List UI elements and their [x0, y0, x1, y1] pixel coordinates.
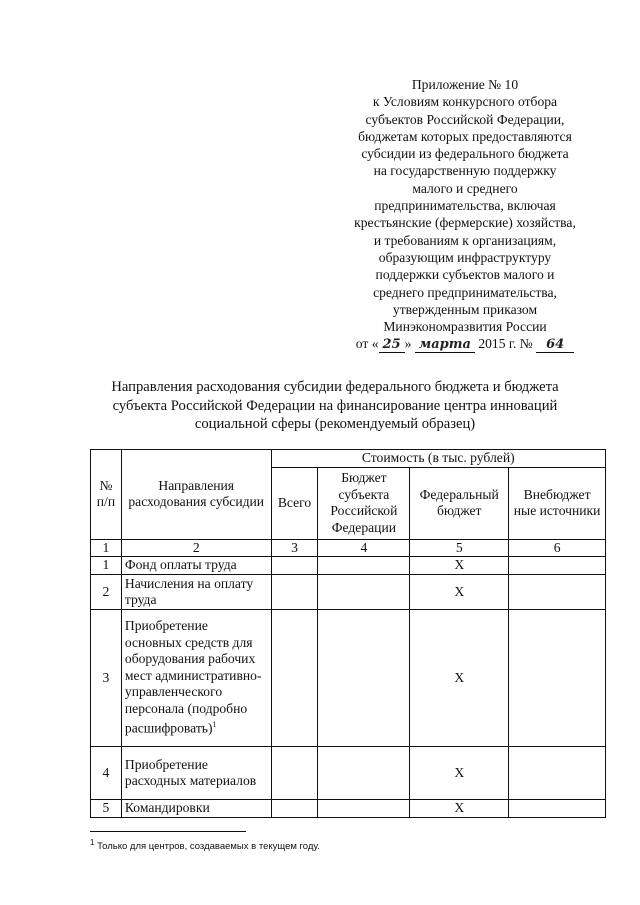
appendix-line: Минэкономразвития России — [383, 319, 547, 335]
row-offbudget — [509, 557, 606, 575]
index-cell: 1 — [91, 539, 122, 557]
index-cell: 4 — [318, 539, 410, 557]
date-prefix: от « — [355, 336, 379, 352]
row-num: 1 — [91, 557, 122, 575]
row-federal: X — [410, 575, 509, 610]
row-federal: X — [410, 557, 509, 575]
row-total — [271, 575, 318, 610]
expenditure-table — [90, 449, 606, 818]
row-federal: X — [410, 747, 509, 800]
row-name-cell — [121, 610, 271, 747]
appendix-line: утвержденным приказом — [392, 301, 538, 317]
appendix-line: крестьянские (фермерские) хозяйства, — [354, 215, 576, 231]
row-offbudget — [509, 610, 606, 747]
appendix-line: малого и среднего — [412, 180, 518, 196]
row-total — [271, 800, 318, 818]
appendix-header — [340, 76, 590, 354]
row-federal: X — [410, 800, 509, 818]
title-line: социальной сферы (рекомендуемый образец) — [194, 416, 476, 432]
row-regional — [318, 800, 410, 818]
header-num: № п/п — [91, 450, 122, 540]
appendix-line: на государственную поддержку — [373, 163, 557, 179]
title-line: Направления расходования субсидии федерального бюджета и бюджета — [111, 379, 559, 395]
footnote-ref: 1 — [212, 720, 217, 730]
row-regional — [318, 747, 410, 800]
row-name: Фонд оплаты труда — [121, 557, 271, 575]
appendix-line: поддержки субъектов малого и — [375, 267, 555, 283]
index-cell: 6 — [509, 539, 606, 557]
order-date-line — [340, 335, 590, 353]
index-cell: 5 — [410, 539, 509, 557]
row-regional — [318, 557, 410, 575]
appendix-line: к Условиям конкурсного отбора — [372, 94, 558, 110]
row-total — [271, 557, 318, 575]
appendix-line: бюджетам которых предоставляются — [358, 128, 572, 144]
row-name: Командировки — [121, 800, 271, 818]
footnote-mark: 1 — [90, 838, 95, 847]
row-num: 5 — [91, 800, 122, 818]
footnote — [90, 838, 320, 852]
header-offbudget: Внебюджет ные источники — [509, 467, 606, 539]
appendix-line: образующим инфраструктуру — [378, 249, 552, 265]
table-row — [91, 610, 606, 747]
appendix-line: субсидии из федерального бюджета — [361, 146, 569, 162]
row-offbudget — [509, 575, 606, 610]
appendix-line: субъектов Российской Федерации, — [365, 111, 565, 127]
appendix-line: и требованиям к организациям, — [373, 232, 557, 248]
date-mid: » — [404, 336, 412, 352]
row-num: 2 — [91, 575, 122, 610]
row-name: Начисления на оплату труда — [121, 575, 271, 610]
table-row — [91, 557, 606, 575]
index-row — [91, 539, 606, 557]
table-row — [91, 800, 606, 818]
footnote-divider — [90, 831, 246, 832]
index-cell: 3 — [271, 539, 318, 557]
row-regional — [318, 575, 410, 610]
handwritten-order-number: 64 — [536, 337, 574, 353]
appendix-line: Приложение № 10 — [411, 77, 519, 92]
appendix-line: среднего предпринимательства, — [373, 284, 557, 300]
date-year: 2015 г. № — [478, 336, 533, 352]
handwritten-month: марта — [415, 337, 475, 353]
document-title — [90, 378, 580, 434]
row-total — [271, 747, 318, 800]
row-total — [271, 610, 318, 747]
table-row — [91, 747, 606, 800]
footnote-text: Только для центров, создаваемых в текущем году. — [97, 841, 320, 853]
row-num: 3 — [91, 610, 122, 747]
header-cost: Стоимость (в тыс. рублей) — [271, 450, 605, 468]
handwritten-day: 25 — [379, 337, 405, 353]
title-line: субъекта Российской Федерации на финансирование центра инноваций — [112, 397, 558, 414]
row-name: Приобретение расходных материалов — [121, 747, 271, 800]
header-federal-budget: Федеральный бюджет — [410, 467, 509, 539]
index-cell: 2 — [121, 539, 271, 557]
header-directions: Направления расходования субсидии — [121, 450, 271, 540]
row-num: 4 — [91, 747, 122, 800]
row-offbudget — [509, 800, 606, 818]
appendix-line: предпринимательства, включая — [374, 198, 556, 214]
header-total: Всего — [271, 467, 318, 539]
table-row — [91, 575, 606, 610]
row-regional — [318, 610, 410, 747]
row-federal: X — [410, 610, 509, 747]
row-offbudget — [509, 747, 606, 800]
header-regional-budget: Бюджет субъекта Российской Федерации — [318, 467, 410, 539]
row-name: Приобретение основных средств для оборудования рабочих мест административно-управленческого персонала (подробно расшифровать) — [124, 618, 262, 737]
